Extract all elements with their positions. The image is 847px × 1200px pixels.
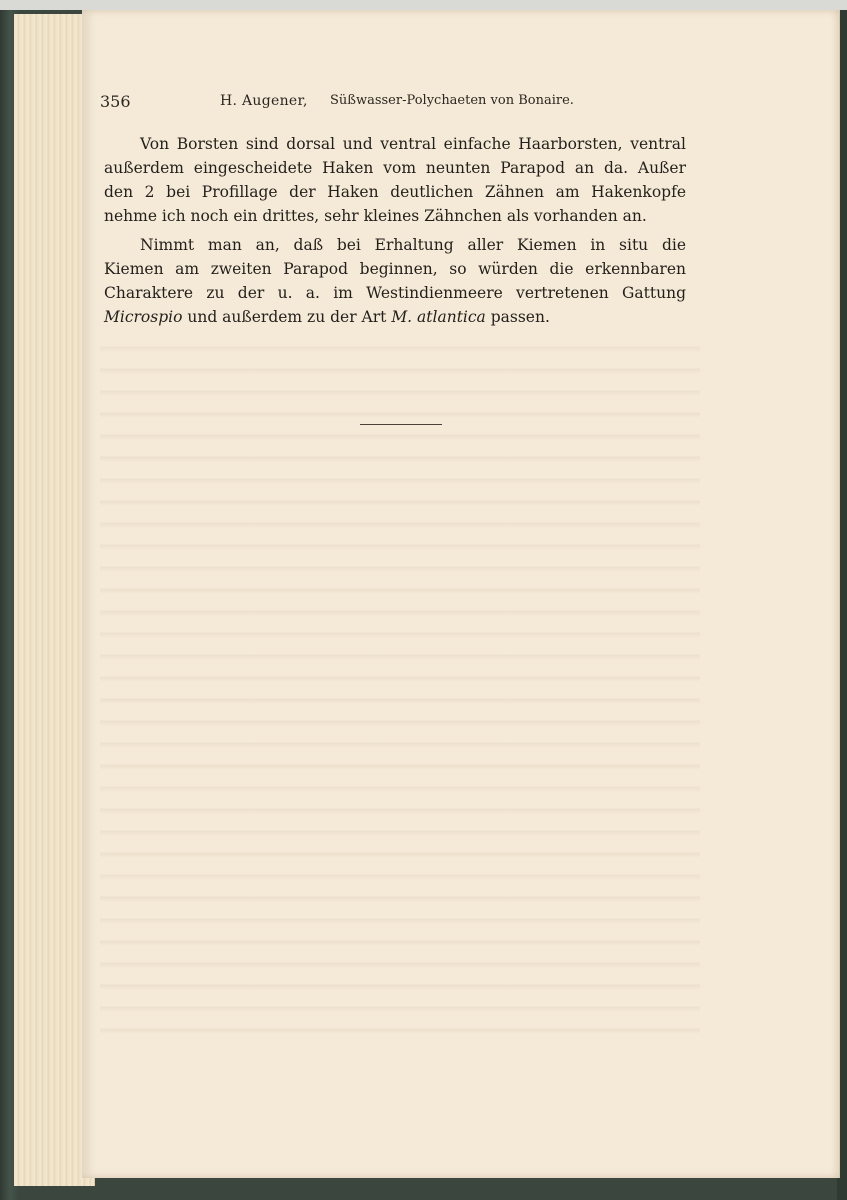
running-head-title: Süßwasser-Polychaeten von Bonaire. [330, 93, 574, 108]
section-divider [360, 424, 442, 425]
paragraph-2 [104, 233, 686, 329]
body-text [104, 132, 686, 329]
text-line [104, 305, 686, 329]
text-line: nehme ich noch ein drittes, sehr kleines Zähnchen als vorhanden an. [104, 207, 647, 225]
scan-background [0, 0, 847, 10]
genus-name: Microspio [104, 308, 183, 326]
running-head-author: H. Augener, [220, 93, 308, 109]
species-name: M. atlantica [391, 308, 486, 326]
page-number: 356 [100, 92, 131, 111]
text-line: Von Borsten sind dorsal und ventral einfache Haarborsten, ventral [140, 135, 686, 153]
text-line: Charaktere zu der u. a. im Westindienmeere vertretenen Gattung [104, 284, 686, 302]
text-fragment: passen. [485, 308, 550, 326]
text-line: Kiemen am zweiten Parapod beginnen, so würden die erkennbaren [104, 260, 686, 278]
text-line: außerdem eingescheidete Haken vom neunten Parapod an da. Außer [104, 159, 686, 177]
text-fragment: und außerdem zu der Art [182, 308, 392, 326]
paragraph-1 [104, 132, 686, 228]
text-line: den 2 bei Profillage der Haken deutlichen Zähnen am Hakenkopfe [104, 183, 686, 201]
text-line: Nimmt man an, daß bei Erhaltung aller Kiemen in situ die [140, 236, 686, 254]
